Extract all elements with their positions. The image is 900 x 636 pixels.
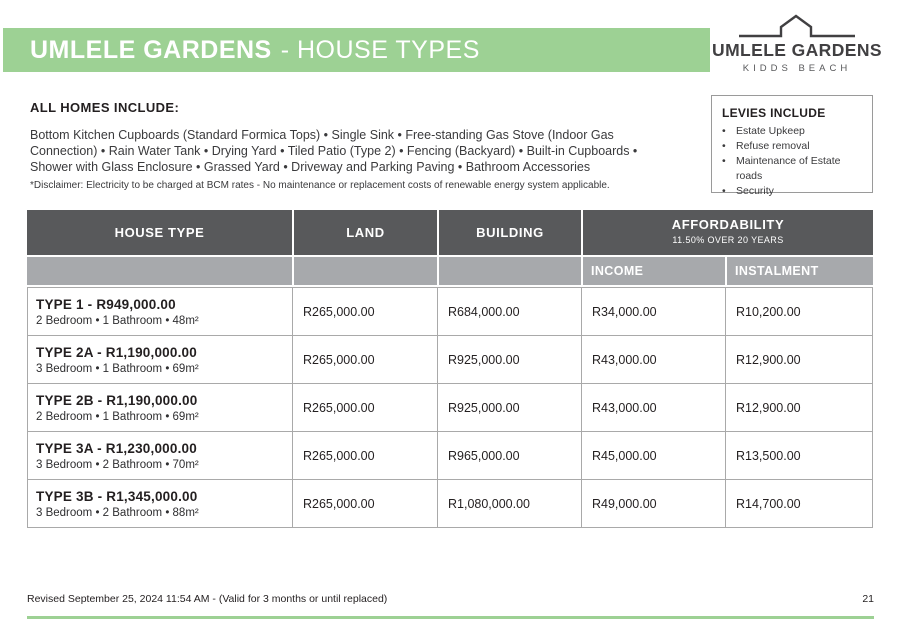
footer-accent-line [27, 616, 874, 619]
disclaimer-text: *Disclaimer: Electricity to be charged at BCM rates - No maintenance or replacement costs of renewable energy system applicable. [30, 180, 610, 191]
land-cell: R265,000.00 [293, 432, 438, 479]
all-homes-include-section [30, 100, 680, 175]
bullet-icon: • [722, 140, 726, 152]
list-item: • Refuse removal [722, 140, 810, 152]
table-row [28, 480, 872, 527]
levies-list [722, 124, 866, 199]
bullet-icon: • [722, 185, 726, 197]
house-type-cell [28, 288, 293, 335]
page-number: 21 [862, 593, 874, 605]
house-type-name: TYPE 1 - R949,000.00 [36, 296, 176, 312]
house-type-details: 2 Bedroom • 1 Bathroom • 69m² [36, 410, 199, 423]
income-cell: R49,000.00 [582, 480, 726, 527]
table-header-row [27, 210, 873, 255]
house-type-name: TYPE 3B - R1,345,000.00 [36, 488, 198, 504]
list-item: • Estate Upkeep [722, 125, 805, 137]
house-type-details: 3 Bedroom • 2 Bathroom • 70m² [36, 458, 199, 471]
building-cell: R965,000.00 [438, 432, 582, 479]
table-subheader-row [27, 257, 873, 285]
income-cell: R45,000.00 [582, 432, 726, 479]
house-type-details: 2 Bedroom • 1 Bathroom • 48m² [36, 314, 199, 327]
brand-subtitle: KIDDS BEACH [742, 63, 852, 74]
instalment-cell: R14,700.00 [736, 496, 801, 511]
house-type-cell [28, 480, 293, 527]
page-title-bar [3, 28, 710, 72]
levies-include-box [711, 95, 873, 197]
levies-heading: LEVIES INCLUDE [722, 106, 826, 120]
column-header-building: BUILDING [439, 210, 583, 255]
column-header-income: INCOME [583, 257, 727, 285]
subheader-spacer [439, 257, 583, 285]
subheader-spacer [294, 257, 439, 285]
house-types-table [27, 210, 873, 528]
all-homes-include-text: Bottom Kitchen Cupboards (Standard Formica Tops) • Single Sink • Free-standing Gas Stove (Indoor Gas Connection) • Rain Water Tank • Drying Yard • Tiled Patio (Type 2) • Fencing (Backyard) • Built-in Cupboards • Shower with Glass Enclosure • Grassed Yard • Driveway and Parking Paving • Bathroom Accessories [30, 128, 638, 174]
list-item: • Maintenance of Estate roads [722, 155, 841, 182]
brand-logo [712, 13, 882, 74]
page-title-secondary: - HOUSE TYPES [280, 35, 480, 64]
brand-name: UMLELE GARDENS [712, 40, 882, 60]
house-type-name: TYPE 3A - R1,230,000.00 [36, 440, 197, 456]
income-cell: R43,000.00 [582, 384, 726, 431]
house-type-cell [28, 384, 293, 431]
affordability-subtitle: 11.50% OVER 20 YEARS [672, 235, 784, 245]
house-type-name: TYPE 2B - R1,190,000.00 [36, 392, 198, 408]
income-cell: R43,000.00 [582, 336, 726, 383]
page-title-primary: UMLELE GARDENS [30, 35, 272, 64]
table-row [28, 288, 872, 336]
building-cell: R925,000.00 [438, 336, 582, 383]
house-roof-icon [712, 13, 882, 39]
house-type-name: TYPE 2A - R1,190,000.00 [36, 344, 197, 360]
land-cell: R265,000.00 [293, 384, 438, 431]
revision-note: Revised September 25, 2024 11:54 AM - (Valid for 3 months or until replaced) [27, 593, 388, 605]
income-cell: R34,000.00 [582, 288, 726, 335]
house-type-details: 3 Bedroom • 2 Bathroom • 88m² [36, 506, 199, 519]
table-row [28, 336, 872, 384]
house-type-details: 3 Bedroom • 1 Bathroom • 69m² [36, 362, 199, 375]
instalment-cell: R12,900.00 [736, 352, 801, 367]
column-header-affordability [583, 210, 873, 255]
affordability-title: AFFORDABILITY [671, 217, 785, 232]
all-homes-include-heading: ALL HOMES INCLUDE: [30, 100, 180, 115]
subheader-spacer [27, 257, 294, 285]
list-item: • Security [722, 185, 774, 197]
building-cell: R925,000.00 [438, 384, 582, 431]
column-header-house-type: HOUSE TYPE [27, 210, 294, 255]
bullet-icon: • [722, 125, 726, 137]
table-row [28, 432, 872, 480]
instalment-cell: R13,500.00 [736, 448, 801, 463]
table-row [28, 384, 872, 432]
instalment-cell: R10,200.00 [736, 304, 801, 319]
column-header-land: LAND [294, 210, 439, 255]
page-footer [27, 593, 874, 605]
house-type-cell [28, 336, 293, 383]
building-cell: R684,000.00 [438, 288, 582, 335]
land-cell: R265,000.00 [293, 288, 438, 335]
land-cell: R265,000.00 [293, 480, 438, 527]
house-type-cell [28, 432, 293, 479]
table-body [27, 287, 873, 528]
bullet-icon: • [722, 155, 726, 167]
building-cell: R1,080,000.00 [438, 480, 582, 527]
column-header-instalment: INSTALMENT [727, 257, 873, 285]
land-cell: R265,000.00 [293, 336, 438, 383]
instalment-cell: R12,900.00 [736, 400, 801, 415]
